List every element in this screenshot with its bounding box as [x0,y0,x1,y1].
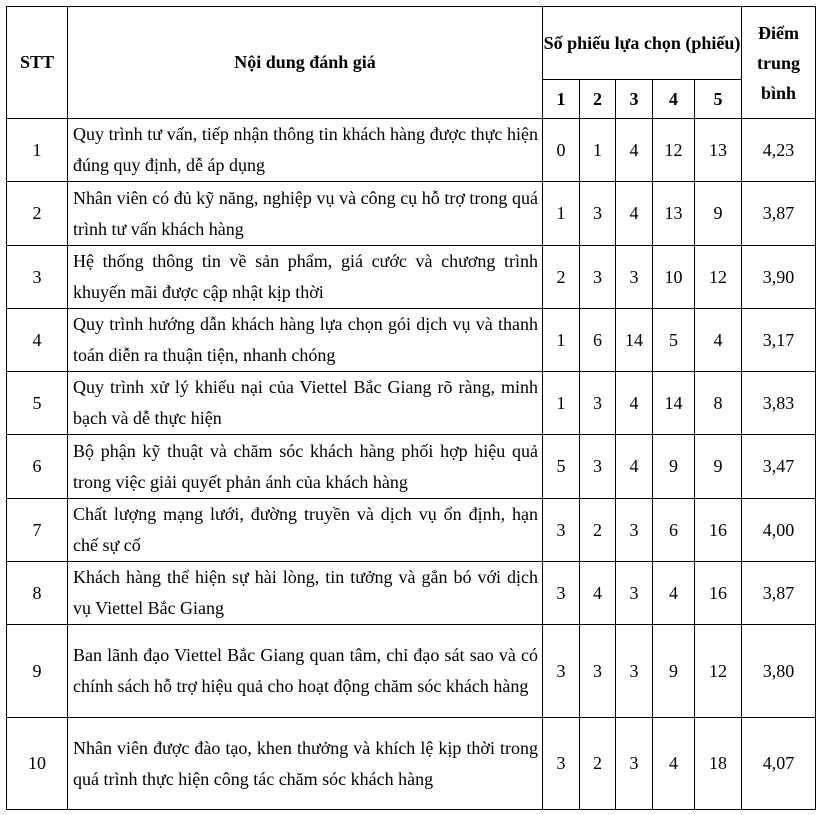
row-content: Quy trình hướng dẫn khách hàng lựa chọn gói dịch vụ và thanh toán diễn ra thuận tiện, nhanh chóng [68,309,543,372]
row-votes-1: 3 [543,625,580,718]
row-votes-4: 13 [653,182,695,246]
row-votes-1: 3 [543,562,580,625]
table-row [7,562,816,625]
header-content: Nội dung đánh giá [68,7,543,119]
row-votes-3: 4 [616,372,653,435]
row-votes-2: 3 [580,625,616,718]
row-votes-2: 2 [580,499,616,562]
header-scale-2: 2 [580,80,616,119]
row-average: 3,83 [742,372,816,435]
row-votes-3: 3 [616,562,653,625]
row-votes-3: 3 [616,625,653,718]
row-content: Quy trình tư vấn, tiếp nhận thông tin khách hàng được thực hiện đúng quy định, dễ áp dụng [68,119,543,182]
row-votes-1: 2 [543,246,580,309]
row-votes-3: 14 [616,309,653,372]
row-votes-4: 10 [653,246,695,309]
row-average: 3,87 [742,182,816,246]
table-row [7,499,816,562]
row-votes-4: 4 [653,718,695,810]
row-content: Chất lượng mạng lưới, đường truyền và dịch vụ ổn định, hạn chế sự cố [68,499,543,562]
row-votes-4: 4 [653,562,695,625]
row-content: Quy trình xử lý khiếu nại của Viettel Bắc Giang rõ ràng, minh bạch và dễ thực hiện [68,372,543,435]
row-votes-1: 5 [543,435,580,499]
row-votes-5: 9 [695,182,742,246]
row-votes-4: 5 [653,309,695,372]
row-votes-2: 3 [580,372,616,435]
row-average: 4,00 [742,499,816,562]
row-votes-4: 6 [653,499,695,562]
table-row [7,625,816,718]
row-stt: 2 [7,182,68,246]
row-votes-3: 4 [616,182,653,246]
row-votes-2: 4 [580,562,616,625]
row-votes-3: 4 [616,119,653,182]
row-votes-3: 3 [616,718,653,810]
row-stt: 10 [7,718,68,810]
evaluation-table [6,6,816,810]
row-votes-4: 9 [653,435,695,499]
row-votes-4: 9 [653,625,695,718]
row-votes-2: 3 [580,435,616,499]
header-average: Điểm trung bình [742,7,816,119]
row-votes-5: 4 [695,309,742,372]
row-votes-2: 3 [580,182,616,246]
row-votes-2: 3 [580,246,616,309]
row-content: Khách hàng thể hiện sự hài lòng, tin tưởng và gắn bó với dịch vụ Viettel Bắc Giang [68,562,543,625]
table-row [7,372,816,435]
row-stt: 8 [7,562,68,625]
row-votes-1: 3 [543,499,580,562]
header-votes-group: Số phiếu lựa chọn (phiếu) [543,7,742,80]
table-row [7,718,816,810]
row-stt: 1 [7,119,68,182]
row-votes-1: 0 [543,119,580,182]
row-votes-2: 1 [580,119,616,182]
row-content: Bộ phận kỹ thuật và chăm sóc khách hàng phối hợp hiệu quả trong việc giải quyết phản ánh của khách hàng [68,435,543,499]
row-votes-5: 16 [695,562,742,625]
row-average: 3,47 [742,435,816,499]
row-votes-2: 6 [580,309,616,372]
row-votes-5: 16 [695,499,742,562]
header-scale-4: 4 [653,80,695,119]
row-votes-1: 1 [543,182,580,246]
header-scale-1: 1 [543,80,580,119]
row-stt: 7 [7,499,68,562]
header-stt: STT [7,7,68,119]
table-row [7,182,816,246]
row-content: Nhân viên có đủ kỹ năng, nghiệp vụ và công cụ hỗ trợ trong quá trình tư vấn khách hàng [68,182,543,246]
row-average: 3,90 [742,246,816,309]
row-stt: 5 [7,372,68,435]
row-stt: 4 [7,309,68,372]
row-votes-5: 8 [695,372,742,435]
row-votes-1: 1 [543,372,580,435]
row-votes-5: 18 [695,718,742,810]
row-average: 3,17 [742,309,816,372]
table-row [7,119,816,182]
table-row [7,309,816,372]
header-scale-5: 5 [695,80,742,119]
row-votes-1: 1 [543,309,580,372]
row-average: 3,87 [742,562,816,625]
header-scale-3: 3 [616,80,653,119]
row-stt: 9 [7,625,68,718]
row-votes-3: 3 [616,246,653,309]
row-votes-1: 3 [543,718,580,810]
row-votes-5: 9 [695,435,742,499]
row-votes-5: 13 [695,119,742,182]
row-average: 3,80 [742,625,816,718]
row-content: Hệ thống thông tin về sản phẩm, giá cước và chương trình khuyến mãi được cập nhật kịp thời [68,246,543,309]
row-votes-4: 12 [653,119,695,182]
row-average: 4,23 [742,119,816,182]
row-average: 4,07 [742,718,816,810]
row-votes-5: 12 [695,246,742,309]
row-content: Ban lãnh đạo Viettel Bắc Giang quan tâm, chỉ đạo sát sao và có chính sách hỗ trợ hiệu quả cho hoạt động chăm sóc khách hàng [68,625,543,718]
table-row [7,246,816,309]
row-votes-3: 4 [616,435,653,499]
row-stt: 6 [7,435,68,499]
row-votes-2: 2 [580,718,616,810]
table-row [7,435,816,499]
row-votes-3: 3 [616,499,653,562]
row-votes-4: 14 [653,372,695,435]
row-content: Nhân viên được đào tạo, khen thưởng và khích lệ kịp thời trong quá trình thực hiện công tác chăm sóc khách hàng [68,718,543,810]
row-votes-5: 12 [695,625,742,718]
row-stt: 3 [7,246,68,309]
